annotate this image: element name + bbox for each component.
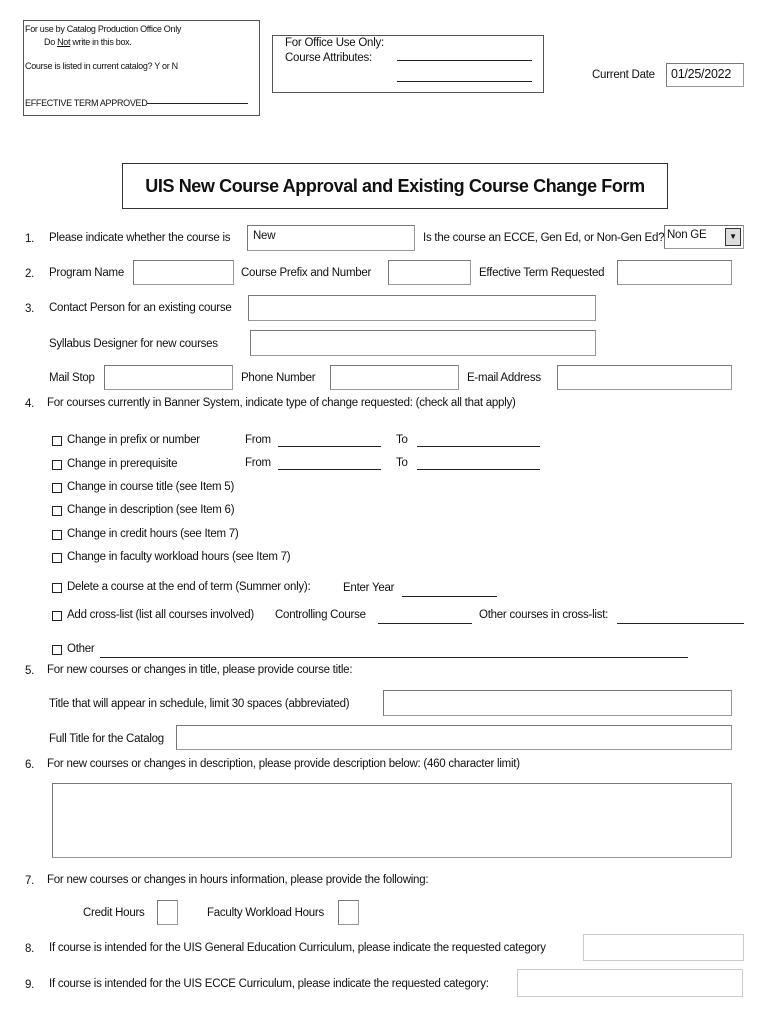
course-type-field[interactable]: New (247, 225, 415, 251)
mail-stop-label: Mail Stop (49, 372, 95, 384)
syllabus-designer-label: Syllabus Designer for new courses (49, 338, 218, 350)
syllabus-designer-field[interactable] (250, 330, 596, 356)
checkbox-label: Delete a course at the end of term (Summer only): (67, 581, 311, 593)
ecce-category-field[interactable] (517, 969, 743, 997)
blank-line (378, 623, 472, 624)
description-label: For new courses or changes in description, please provide description below: (460 character limit) (47, 758, 520, 770)
item-number: 7. (25, 875, 35, 887)
blank-line (100, 657, 688, 658)
email-label: E-mail Address (467, 372, 541, 384)
full-title-label: Full Title for the Catalog (49, 733, 164, 745)
checkbox-label: Other (67, 643, 95, 655)
checkbox-prerequisite[interactable] (52, 460, 62, 470)
current-date-label: Current Date (592, 69, 655, 81)
enter-year-label: Enter Year (343, 582, 395, 594)
program-name-field[interactable] (133, 260, 234, 285)
checkbox-label: Change in faculty workload hours (see Item 7) (67, 551, 291, 563)
course-prefix-label: Course Prefix and Number (241, 267, 372, 279)
checkbox-label: Change in prefix or number (67, 434, 200, 446)
credit-hours-field[interactable] (157, 900, 178, 925)
checkbox-label: Change in description (see Item 6) (67, 504, 235, 516)
item-number: 4. (25, 398, 35, 410)
checkbox-cross-list[interactable] (52, 611, 62, 621)
phone-field[interactable] (330, 365, 459, 390)
other-courses-label: Other courses in cross-list: (479, 609, 609, 621)
ecce-category-label: If course is intended for the UIS ECCE Curriculum, please indicate the requested category: (49, 978, 489, 990)
blank-line (402, 596, 497, 597)
checkbox-workload[interactable] (52, 553, 62, 563)
controlling-course-label: Controlling Course (275, 609, 366, 621)
checkbox-prefix[interactable] (52, 436, 62, 446)
blank-line (278, 446, 381, 447)
description-textarea[interactable] (52, 783, 732, 858)
gen-ed-select-value: Non GE (667, 229, 707, 241)
blank-line (397, 60, 532, 61)
gen-ed-label: Is the course an ECCE, Gen Ed, or Non-Gen Ed? (423, 232, 665, 244)
office-use-title: For Office Use Only: (285, 37, 384, 49)
blank-line (147, 103, 248, 104)
workload-hours-field[interactable] (338, 900, 359, 925)
to-label: To (396, 457, 408, 469)
to-label: To (396, 434, 408, 446)
current-date-field[interactable]: 01/25/2022 (666, 63, 744, 87)
phone-label: Phone Number (241, 372, 316, 384)
blank-line (617, 623, 744, 624)
item-number: 2. (25, 268, 35, 280)
item-number: 5. (25, 665, 35, 677)
gen-ed-category-label: If course is intended for the UIS General Education Curriculum, please indicate the requested category (49, 942, 546, 954)
page-title: UIS New Course Approval and Existing Course Change Form (145, 176, 645, 196)
gen-ed-select[interactable] (664, 225, 744, 249)
from-label: From (245, 457, 271, 469)
effective-term-approved: EFFECTIVE TERM APPROVED (25, 98, 148, 108)
credit-hours-label: Credit Hours (83, 907, 145, 919)
workload-hours-label: Faculty Workload Hours (207, 907, 324, 919)
checkbox-delete[interactable] (52, 583, 62, 593)
item-number: 8. (25, 943, 35, 955)
checkbox-label: Change in course title (see Item 5) (67, 481, 235, 493)
schedule-title-label: Title that will appear in schedule, limit 30 spaces (abbreviated) (49, 698, 350, 710)
item-number: 3. (25, 303, 35, 315)
item-number: 1. (25, 233, 35, 245)
program-name-label: Program Name (49, 267, 124, 279)
effective-term-field[interactable] (617, 260, 732, 285)
course-prefix-field[interactable] (388, 260, 471, 285)
blank-line (278, 469, 381, 470)
chevron-down-icon[interactable]: ▼ (725, 228, 741, 246)
checkbox-label: Add cross-list (list all courses involved) (67, 609, 254, 621)
checkbox-title[interactable] (52, 483, 62, 493)
item-number: 6. (25, 759, 35, 771)
blank-line (417, 446, 540, 447)
gen-ed-category-field[interactable] (583, 934, 744, 961)
blank-line (397, 81, 532, 82)
checkbox-description[interactable] (52, 506, 62, 516)
contact-person-field[interactable] (248, 295, 596, 321)
item-number: 9. (25, 979, 35, 991)
from-label: From (245, 434, 271, 446)
change-type-label: For courses currently in Banner System, indicate type of change requested: (check all that apply) (47, 397, 516, 409)
schedule-title-field[interactable] (383, 690, 732, 716)
email-field[interactable] (557, 365, 732, 390)
catalog-office-label: For use by Catalog Production Office Only (25, 24, 182, 34)
course-title-label: For new courses or changes in title, please provide course title: (47, 664, 353, 676)
checkbox-credit-hours[interactable] (52, 530, 62, 540)
hours-label: For new courses or changes in hours information, please provide the following: (47, 874, 429, 886)
checkbox-label: Change in prerequisite (67, 458, 178, 470)
contact-person-label: Contact Person for an existing course (49, 302, 232, 314)
effective-term-label: Effective Term Requested (479, 267, 605, 279)
checkbox-label: Change in credit hours (see Item 7) (67, 528, 239, 540)
blank-line (417, 469, 540, 470)
listed-in-catalog: Course is listed in current catalog? Y or N (25, 61, 178, 71)
do-not-write-note: Do Not write in this box. (44, 37, 132, 47)
checkbox-other[interactable] (52, 645, 62, 655)
course-type-label: Please indicate whether the course is (49, 232, 231, 244)
mail-stop-field[interactable] (104, 365, 233, 390)
course-attributes-label: Course Attributes: (285, 52, 372, 64)
full-title-field[interactable] (176, 725, 732, 750)
